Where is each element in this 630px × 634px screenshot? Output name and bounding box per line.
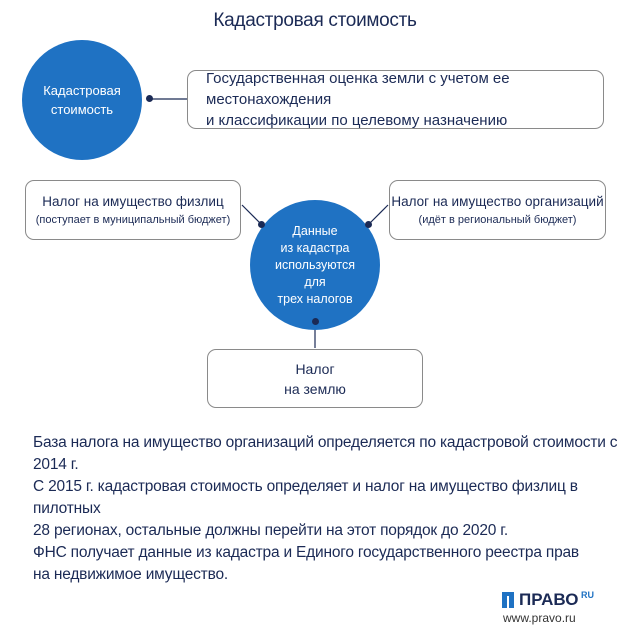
paragraph-3 [33, 542, 579, 586]
connector-dot [365, 221, 372, 228]
center-line4: для [304, 274, 326, 289]
pravo-logo [496, 589, 606, 629]
paragraph-1-text: База налога на имущество организаций определяется по кадастровой стоимости с 2014 г. [33, 434, 618, 473]
center-line1: Данные [292, 223, 338, 238]
paragraph-2-line2: 28 регионах, остальные должны перейти на этот порядок до 2020 г. [33, 522, 508, 539]
tax-land-line2: на землю [284, 380, 346, 397]
paragraph-2-line1: С 2015 г. кадастровая стоимость определяет и налог на имущество физлиц в пилотных [33, 478, 578, 517]
definition-line1: Государственная оценка земли с учетом ее местонахождения [206, 70, 510, 108]
pravo-logo-url: www.pravo.ru [503, 611, 576, 625]
cadastre-data-circle [250, 200, 380, 330]
tax-individuals-title: Налог на имущество физлиц [42, 193, 224, 209]
pravo-logo-suffix: RU [581, 590, 594, 600]
tax-land-box [207, 349, 423, 408]
paragraph-2 [33, 476, 630, 542]
paragraph-3-line2: на недвижимое имущество. [33, 566, 228, 583]
cadastral-value-line2: стоимость [50, 102, 114, 117]
cadastral-value-line1: Кадастровая [43, 83, 121, 98]
tax-organizations-title: Налог на имущество организаций [391, 193, 604, 209]
paragraph-1 [33, 432, 630, 476]
tax-land-line1: Налог [295, 360, 335, 377]
connector-dot [312, 318, 319, 325]
center-line3: используются [274, 257, 356, 272]
tax-individuals-note: (поступает в муниципальный бюджет) [35, 213, 231, 226]
tax-individuals-box [25, 180, 241, 240]
pravo-logo-brand: ПРАВО [519, 590, 579, 609]
connector-dot [146, 95, 153, 102]
tax-organizations-box [389, 180, 606, 240]
center-line2: из кадастра [280, 240, 350, 255]
paragraph-3-line1: ФНС получает данные из кадастра и Единого государственного реестра прав [33, 544, 579, 561]
cadastral-value-circle [22, 40, 142, 160]
pravo-logo-icon [502, 592, 516, 608]
connector-dot [258, 221, 265, 228]
definition-box [187, 70, 604, 129]
definition-line2: и классификации по целевому назначению [206, 112, 508, 129]
center-line5: трех налогов [277, 291, 353, 306]
tax-organizations-note: (идёт в региональный бюджет) [418, 213, 577, 226]
page-title: Кадастровая стоимость [213, 10, 417, 31]
